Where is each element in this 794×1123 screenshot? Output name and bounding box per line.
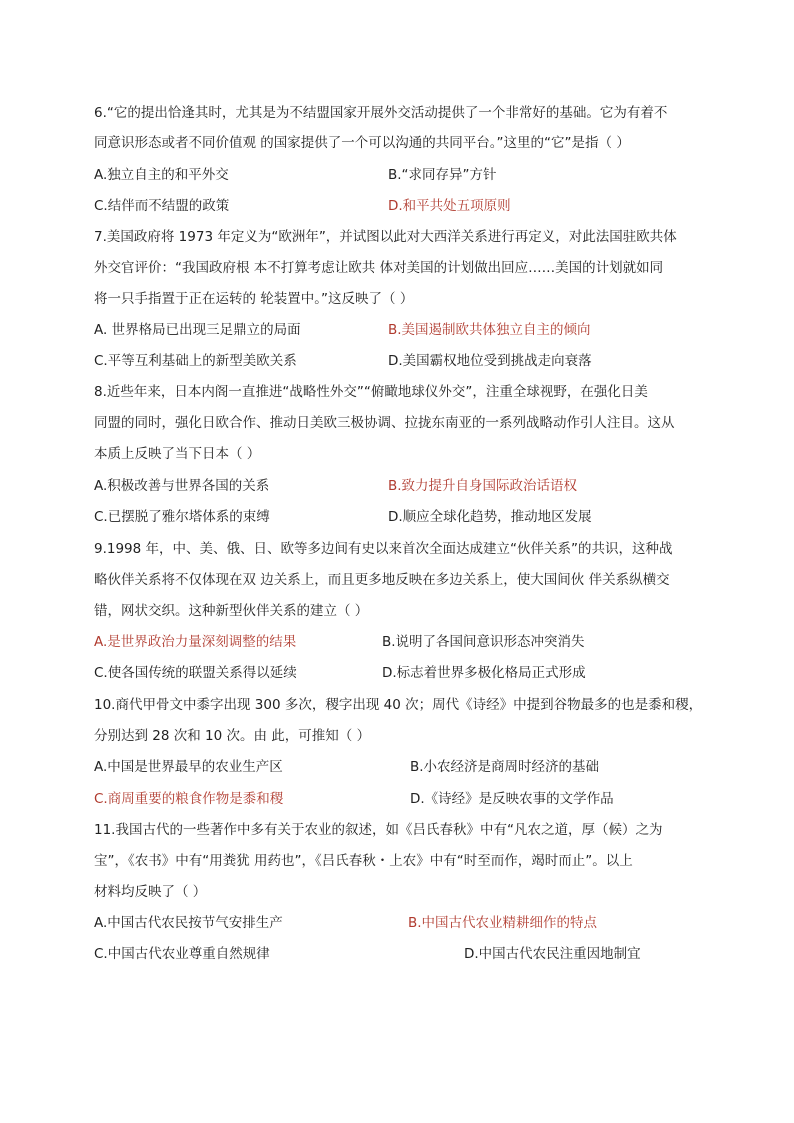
question-9-line-2: 略伙伴关系将不仅体现在双 边关系上，而且更多地反映在多边关系上，使大国间伙 伴关系纵横交 bbox=[94, 572, 670, 588]
question-11-option-c: C.中国古代农业尊重自然规律 bbox=[94, 946, 270, 962]
question-11-option-d: D.中国古代农民注重因地制宜 bbox=[464, 946, 641, 962]
question-10-option-b: B.小农经济是商周时经济的基础 bbox=[410, 759, 600, 775]
question-11-line-1: 11.我国古代的一些著作中多有关于农业的叙述，如《吕氏春秋》中有“凡农之道，厚（候）之为 bbox=[94, 822, 663, 838]
question-11-option-b: B.中国古代农业精耕细作的特点 bbox=[408, 915, 598, 931]
question-8-line-3: 本质上反映了当下日本（ ） bbox=[94, 446, 261, 462]
question-7-option-b: B.美国遏制欧共体独立自主的倾向 bbox=[388, 322, 591, 338]
question-8-option-c: C.已摆脱了雅尔塔体系的束缚 bbox=[94, 509, 270, 525]
question-10-option-c: C.商周重要的粮食作物是黍和稷 bbox=[94, 791, 284, 807]
question-8-line-1: 8.近些年来，日本内阁一直推进“战略性外交”“俯瞰地球仪外交”，注重全球视野，在强化日美 bbox=[94, 384, 648, 400]
question-6-option-c: C.结伴而不结盟的政策 bbox=[94, 198, 230, 214]
question-7-line-2: 外交官评价：“我国政府根 本不打算考虑让欧共 体对美国的计划做出回应……美国的计划就如同 bbox=[94, 260, 664, 276]
question-6-line-2: 同意识形态或者不同价值观 的国家提供了一个可以沟通的共同平台。”这里的“它”是指（ ） bbox=[94, 135, 630, 151]
question-7-option-c: C.平等互利基础上的新型美欧关系 bbox=[94, 353, 297, 369]
question-8-option-a: A.积极改善与世界各国的关系 bbox=[94, 478, 270, 494]
question-7-option-a: A. 世界格局已出现三足鼎立的局面 bbox=[94, 322, 301, 338]
question-9-option-d: D.标志着世界多极化格局正式形成 bbox=[382, 665, 586, 681]
question-9-line-3: 错，网状交织。这种新型伙伴关系的建立（ ） bbox=[94, 603, 369, 619]
question-9-line-1: 9.1998 年，中、美、俄、日、欧等多边间有史以来首次全面达成建立“伙伴关系”的共识，这种战 bbox=[94, 541, 673, 557]
question-10-option-d: D.《诗经》是反映农事的文学作品 bbox=[410, 791, 614, 807]
question-7-line-1: 7.美国政府将 1973 年定义为“欧洲年”，并试图以此对大西洋关系进行再定义，对此法国驻欧共体 bbox=[94, 229, 677, 245]
question-6-line-1: 6.“它的提出恰逢其时，尤其是为不结盟国家开展外交活动提供了一个非常好的基础。它为有着不 bbox=[94, 105, 668, 121]
question-11-line-3: 材料均反映了（ ） bbox=[94, 884, 207, 900]
question-9-option-b: B.说明了各国间意识形态冲突消失 bbox=[382, 634, 585, 650]
question-10-line-1: 10.商代甲骨文中黍字出现 300 多次，稷字出现 40 次；周代《诗经》中提到谷物最多的也是黍和稷， bbox=[94, 697, 703, 713]
question-6-option-a: A.独立自主的和平外交 bbox=[94, 167, 229, 183]
question-9-option-c: C.使各国传统的联盟关系得以延续 bbox=[94, 665, 297, 681]
question-6-option-d: D.和平共处五项原则 bbox=[388, 198, 511, 214]
question-10-option-a: A.中国是世界最早的农业生产区 bbox=[94, 759, 283, 775]
question-7-option-d: D.美国霸权地位受到挑战走向衰落 bbox=[388, 353, 592, 369]
question-10-line-2: 分别达到 28 次和 10 次。由 此，可推知（ ） bbox=[94, 728, 371, 744]
question-7-line-3: 将一只手指置于正在运转的 轮装置中。”这反映了（ ） bbox=[94, 291, 414, 307]
question-11-option-a: A.中国古代农民按节气安排生产 bbox=[94, 915, 283, 931]
question-11-line-2: 宝”，《农书》中有“用粪犹 用药也”，《吕氏春秋・上农》中有“时至而作，竭时而止”。以上 bbox=[94, 853, 633, 869]
question-8-option-d: D.顺应全球化趋势，推动地区发展 bbox=[388, 509, 592, 525]
question-9-option-a: A.是世界政治力量深刻调整的结果 bbox=[94, 634, 297, 650]
question-8-line-2: 同盟的同时，强化日欧合作、推动日美欧三极协调、拉拢东南亚的一系列战略动作引人注目。这从 bbox=[94, 415, 675, 431]
question-6-option-b: B.“求同存异”方针 bbox=[388, 167, 497, 183]
question-8-option-b: B.致力提升自身国际政治话语权 bbox=[388, 478, 578, 494]
